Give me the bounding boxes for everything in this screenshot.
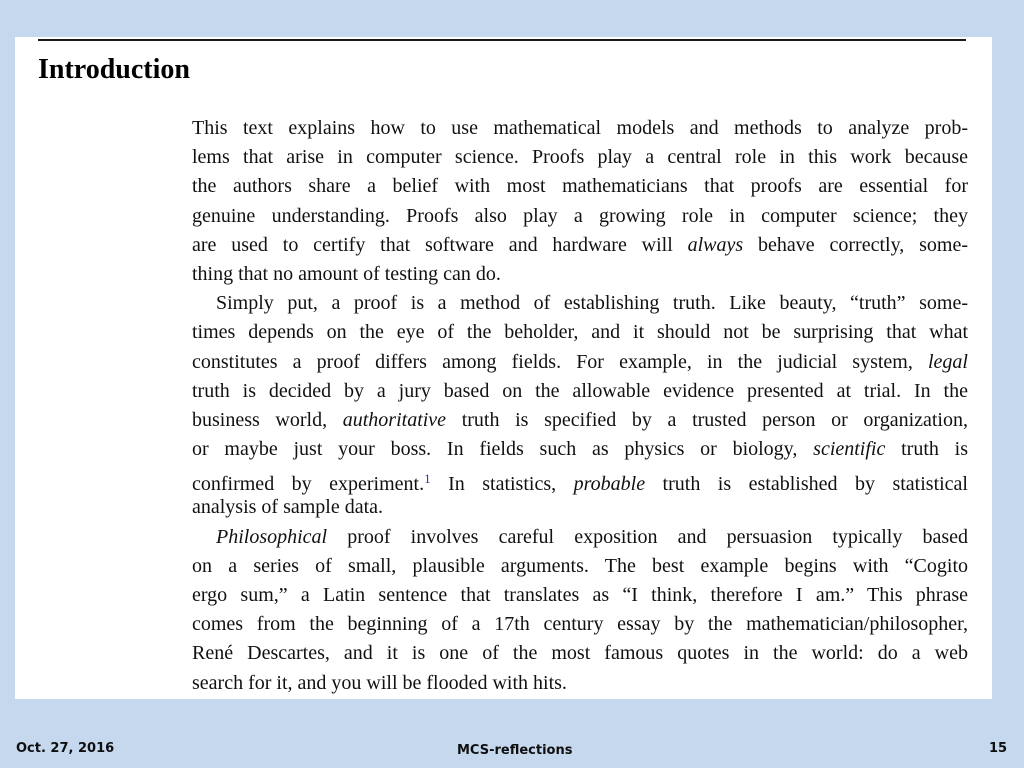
text-run: constitutes a proof differs among fields. For example, in the judicial system,: [192, 350, 928, 373]
text-run: behave correctly, some-: [743, 233, 968, 256]
document-page: [15, 37, 992, 699]
text-line: René Descartes, and it is one of the most famous quotes in the world: do a web: [192, 642, 968, 665]
footer-date: Oct. 27, 2016: [16, 741, 115, 756]
emphasis-text: authoritative: [342, 408, 447, 431]
text-run: In statistics,: [430, 473, 574, 496]
text-line: analysis of sample data.: [192, 496, 384, 519]
text-line: [192, 523, 968, 552]
text-line: [192, 435, 968, 464]
text-line: comes from the beginning of a 17th century essay by the mathematician/philosopher,: [192, 613, 968, 636]
text-run: are used to certify that software and hardware will: [192, 233, 688, 256]
text-run: business world,: [192, 408, 343, 431]
text-line: [192, 348, 968, 377]
text-line: times depends on the eye of the beholder, and it should not be surprising that what: [192, 321, 968, 344]
text-line: lems that arise in computer science. Proofs play a central role in this work because: [192, 146, 968, 169]
text-line: Simply put, a proof is a method of establishing truth. Like beauty, “truth” some-: [216, 292, 968, 315]
text-line: on a series of small, plausible arguments. The best example begins with “Cogito: [192, 554, 968, 577]
emphasis-text: Philosophical: [216, 525, 328, 548]
text-line: [192, 406, 968, 435]
text-run: confirmed by experiment.: [192, 473, 425, 496]
footer-page-number: 15: [989, 741, 1008, 756]
section-heading: Introduction: [38, 54, 190, 85]
text-line: [192, 464, 968, 496]
text-run: truth is specified by a trusted person or organization,: [446, 408, 968, 431]
text-line: the authors share a belief with most mathematicians that proofs are essential for: [192, 175, 968, 198]
text-run: truth is: [885, 438, 968, 461]
paragraph-2: [192, 289, 968, 523]
text-line: genuine understanding. Proofs also play a growing role in computer science; they: [192, 204, 968, 227]
footnote-marker[interactable]: 1: [424, 471, 431, 487]
emphasis-text: probable: [573, 473, 646, 496]
body-text: [192, 114, 968, 698]
emphasis-text: scientific: [813, 438, 886, 461]
top-rule: [38, 39, 966, 41]
footer-title: MCS-reflections: [457, 743, 573, 758]
text-line: ergo sum,” a Latin sentence that translates as “I think, therefore I am.” This phrase: [192, 584, 968, 606]
paragraph-3: [192, 523, 968, 698]
emphasis-text: legal: [928, 350, 968, 373]
text-line: thing that no amount of testing can do.: [192, 262, 501, 285]
emphasis-text: always: [687, 233, 744, 256]
text-line: [192, 231, 968, 260]
text-line: truth is decided by a jury based on the allowable evidence presented at trial. In the: [192, 379, 968, 402]
paragraph-1: [192, 114, 968, 289]
text-line: This text explains how to use mathematical models and methods to analyze prob-: [192, 117, 968, 139]
text-line: search for it, and you will be flooded with hits.: [192, 671, 567, 694]
text-run: or maybe just your boss. In fields such as physics or biology,: [192, 438, 814, 461]
text-run: truth is established by statistical: [645, 473, 968, 496]
text-run: proof involves careful exposition and persuasion typically based: [327, 525, 968, 548]
